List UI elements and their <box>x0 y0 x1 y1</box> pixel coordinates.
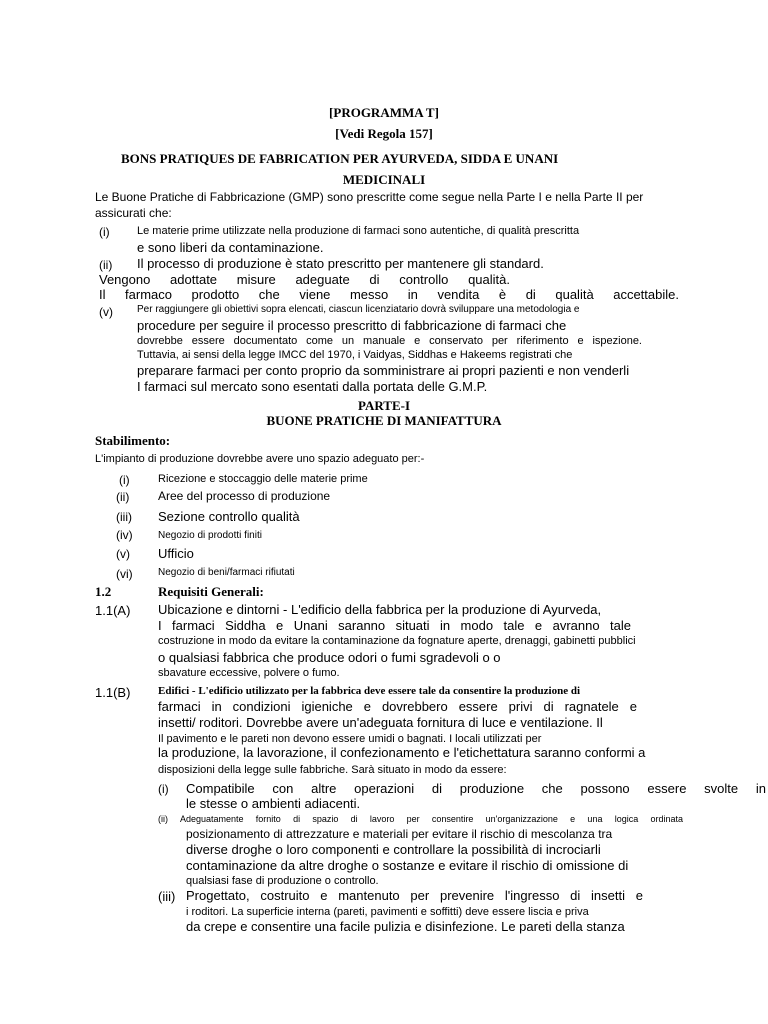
subitem-i-text-line2: le stesse o ambienti adiacenti. <box>186 796 361 811</box>
subitem-ii-text: Adeguatamente fornito di spazio di lavoro per consentire un'organizzazione e una logica ordinata <box>180 814 683 824</box>
stabilimento-item-number: (vi) <box>116 567 133 581</box>
objective-i-text-line2: e sono liberi da contaminazione. <box>137 240 324 255</box>
section-11b-text-line4: Il pavimento e le pareti non devono essere umidi o bagnati. I locali utilizzati per <box>158 733 542 745</box>
stabilimento-heading: Stabilimento: <box>95 433 171 448</box>
stabilimento-item-text: Ufficio <box>158 546 194 561</box>
section-11b-text-line6: disposizioni della legge sulle fabbriche. Sarà situato in modo da essere: <box>158 764 507 776</box>
intro-text: Le Buone Pratiche di Fabbricazione (GMP) sono prescritte come segue nella Parte I e nella Parte II per <box>95 190 644 204</box>
stabilimento-item-number: (iii) <box>116 510 132 524</box>
objective-v-text-line2: procedure per seguire il processo prescritto di fabbricazione di farmaci che <box>137 318 567 333</box>
section-11a-number: 1.1(A) <box>95 603 131 618</box>
programma-label: [PROGRAMMA T] <box>329 105 439 120</box>
section-11b-number: 1.1(B) <box>95 685 131 700</box>
stabilimento-intro: L'impianto di produzione dovrebbe avere uno spazio adeguato per:- <box>95 453 425 465</box>
stabilimento-item-number: (v) <box>116 547 130 561</box>
stabilimento-item-text: Ricezione e stoccaggio delle materie prime <box>158 473 368 485</box>
objective-ii-number: (ii) <box>99 258 113 272</box>
subitem-ii-number: (ii) <box>158 814 168 824</box>
stabilimento-item-number: (iv) <box>116 528 133 542</box>
objective-v-text-line6: I farmaci sul mercato sono esentati dalla portata delle G.M.P. <box>137 379 488 394</box>
stabilimento-item-text: Aree del processo di produzione <box>158 489 331 503</box>
subitem-ii-text-line3: diverse droghe o loro componenti e controllare la possibilità di incrociarli <box>186 842 601 857</box>
subitem-ii-text-line2: posizionamento di attrezzature e materiali per evitare il rischio di mescolanza tra <box>186 827 613 841</box>
part-title: PARTE-I <box>357 398 411 413</box>
objective-ii-text: Il processo di produzione è stato prescritto per mantenere gli standard. <box>137 256 544 271</box>
regola-label: [Vedi Regola 157] <box>335 126 433 141</box>
subitem-iii-text: Progettato, costruito e mantenuto per prevenire l'ingresso di insetti e <box>186 888 643 903</box>
stabilimento-item-text: Negozio di beni/farmaci rifiutati <box>158 567 295 578</box>
section-11b-text-line2: farmaci in condizioni igieniche e dovrebbero essere privi di ragnatele e <box>158 699 637 714</box>
section-11b-text-line3: insetti/ roditori. Dovrebbe avere un'adeguata fornitura di luce e ventilazione. Il <box>158 715 603 730</box>
part-subtitle: BUONE PRATICHE DI MANIFATTURA <box>266 413 502 428</box>
stabilimento-item-text: Sezione controllo qualità <box>158 509 300 524</box>
document-title-line2: MEDICINALI <box>342 172 426 187</box>
objective-v-number: (v) <box>99 305 113 319</box>
stabilimento-item-text: Negozio di prodotti finiti <box>158 530 262 541</box>
section-11a-text-line2: I farmaci Siddha e Unani saranno situati in modo tale e avranno tale <box>158 618 631 633</box>
document-title: BONS PRATIQUES DE FABRICATION PER AYURVEDA, SIDDA E UNANI <box>121 151 559 166</box>
section-11b-text-line5: la produzione, la lavorazione, il confezionamento e l'etichettatura saranno conformi a <box>158 745 646 760</box>
subitem-iii-number: (iii) <box>158 889 176 904</box>
section-11a-text-line4: o qualsiasi fabbrica che produce odori o fumi sgradevoli o o <box>158 650 501 665</box>
objective-v-text-line5: preparare farmaci per conto proprio da somministrare ai propri pazienti e non venderli <box>137 363 630 378</box>
subitem-ii-text-line4: contaminazione da altre droghe o sostanze e evitare il rischio di omissione di <box>186 858 629 873</box>
section-11a-text: Ubicazione e dintorni - L'edificio della fabbrica per la produzione di Ayurveda, <box>158 602 602 617</box>
requisiti-number: 1.2 <box>95 584 112 599</box>
stabilimento-item-number: (i) <box>119 473 130 487</box>
objective-i-text: Le materie prime utilizzate nella produzione di farmaci sono autentiche, di qualità prescritta <box>137 225 580 237</box>
intro-text-line2: assicurati che: <box>95 206 172 220</box>
objective-iv-text: Il farmaco prodotto che viene messo in vendita è di qualità accettabile. <box>99 287 679 302</box>
objective-v-text: Per raggiungere gli obiettivi sopra elencati, ciascun licenziatario dovrà sviluppare una metodologia e <box>137 304 580 315</box>
section-11a-text-line5: sbavature eccessive, polvere o fumo. <box>158 667 340 679</box>
stabilimento-item-number: (ii) <box>116 490 130 504</box>
objective-i-number: (i) <box>99 225 110 239</box>
objective-v-text-line3: dovrebbe essere documentato come un manuale e conservato per riferimento e ispezione. <box>137 335 642 347</box>
subitem-iii-text-line2: i roditori. La superficie interna (pareti, pavimenti e soffitti) deve essere liscia e priva <box>186 906 589 918</box>
requisiti-heading: Requisiti Generali: <box>158 584 264 599</box>
subitem-i-text: Compatibile con altre operazioni di produzione che possono essere svolte in <box>186 781 766 796</box>
subitem-ii-text-line5: qualsiasi fase di produzione o controllo. <box>186 875 379 887</box>
objective-v-text-line4: Tuttavia, ai sensi della legge IMCC del 1970, i Vaidyas, Siddhas e Hakeems registrati che <box>137 349 573 361</box>
section-11b-text: Edifici - L'edificio utilizzato per la fabbrica deve essere tale da consentire la produzione di <box>158 685 581 697</box>
subitem-iii-text-line3: da crepe e consentire una facile pulizia e disinfezione. Le pareti della stanza <box>186 919 625 934</box>
subitem-i-number: (i) <box>158 782 169 796</box>
objective-iii-text: Vengono adottate misure adeguate di controllo qualità. <box>99 272 510 287</box>
section-11a-text-line3: costruzione in modo da evitare la contaminazione da fognature aperte, drenaggi, gabinetti pubblici <box>158 635 636 647</box>
